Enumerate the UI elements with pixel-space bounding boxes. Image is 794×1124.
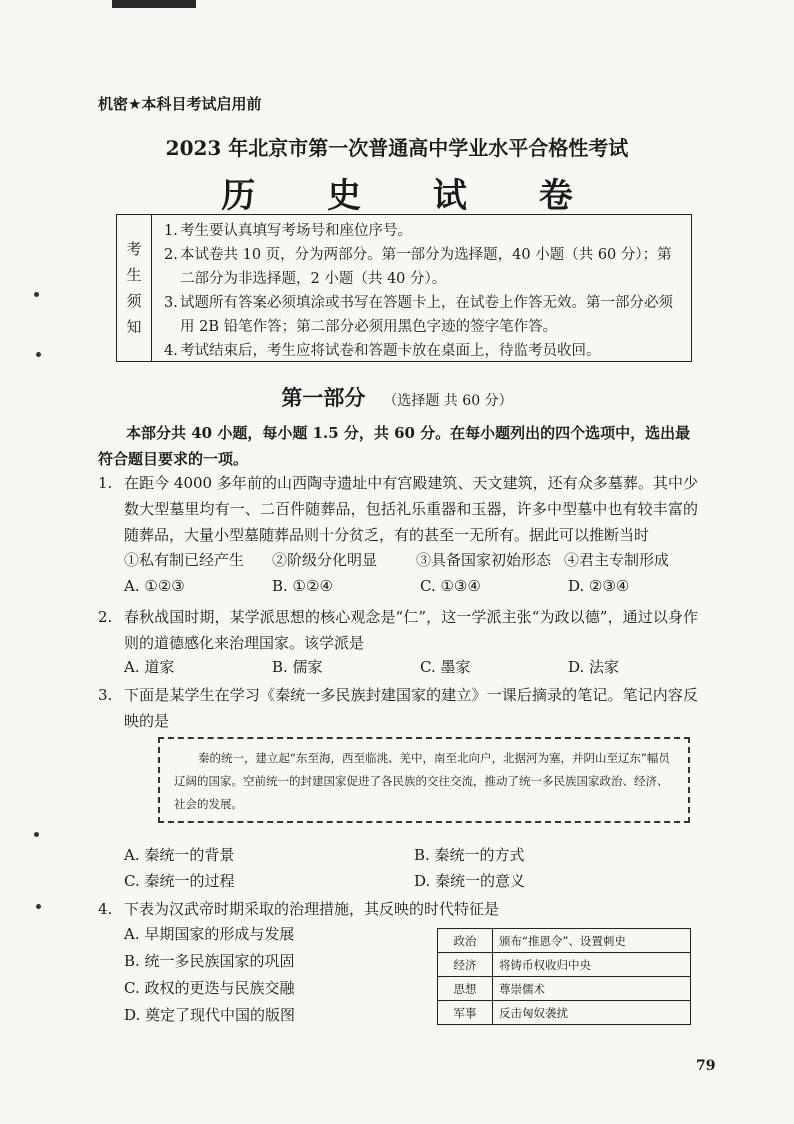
student-notes-excerpt: 秦的统一，建立起“东至海，西至临洮、羌中，南至北向户，北据河为塞，并阴山至辽东”幅员辽阔的国家。空前统一的封建国家促进了各民族的交往交流，推动了统一多民族国家政治、经济、社会的发展。 <box>158 737 690 823</box>
option: A. 秦统一的背景 <box>124 846 235 864</box>
question-text: 下面是某学生在学习《秦统一多民族封建国家的建立》一课后摘录的笔记。笔记内容反映的是 <box>124 686 698 730</box>
question-4-options <box>124 921 424 1029</box>
question-2-options <box>124 656 704 677</box>
notice-item <box>164 339 683 363</box>
notice-item-text: 本试卷共 10 页，分为两部分。第一部分为选择题，40 小题（共 60 分）；第二部分为非选择题，2 小题（共 40 分）。 <box>180 247 672 287</box>
binding-hole-mark <box>36 904 41 909</box>
binding-hole-mark <box>34 292 39 297</box>
notice-label-char: 考 <box>126 240 142 258</box>
option: B. ①②④ <box>272 577 333 595</box>
notice-item-number: 2. <box>164 247 178 263</box>
option: B. 秦统一的方式 <box>414 846 525 864</box>
notice-item <box>164 219 683 243</box>
notice-item-text: 考生要认真填写考场号和座位序号。 <box>180 223 412 239</box>
option: D. ②③④ <box>568 577 630 595</box>
option: C. 墨家 <box>420 658 471 676</box>
notice-label-char: 知 <box>126 318 142 336</box>
statement: ①私有制已经产生 <box>124 551 245 569</box>
table-cell-category: 思想 <box>438 977 493 1001</box>
statement: ④君主专制形成 <box>564 551 670 569</box>
option: D. 秦统一的意义 <box>414 872 526 890</box>
statement: ②阶级分化明显 <box>272 551 378 569</box>
table-cell-measure: 将铸币权收归中央 <box>493 953 691 977</box>
question-number: 3. <box>98 686 113 704</box>
question-text: 春秋战国时期，某学派思想的核心观念是“仁”，这一学派主张“为政以德”，通过以身作则的道德感化来治理国家。该学派是 <box>124 608 698 652</box>
table-cell-category: 军事 <box>438 1001 493 1025</box>
confidential-label: 机密★本科目考试启用前 <box>98 95 262 113</box>
notice-item-text: 考试结束后，考生应将试卷和答题卡放在桌面上，待监考员收回。 <box>180 343 601 359</box>
notice-label-char: 生 <box>126 266 142 284</box>
table-cell-measure: 颁布“推恩令”、设置刺史 <box>493 929 691 953</box>
notice-item-number: 3. <box>164 295 178 311</box>
option: C. 政权的更迭与民族交融 <box>124 979 295 997</box>
table-cell-category: 经济 <box>438 953 493 977</box>
section-title: 第一部分 <box>281 385 366 410</box>
question-3 <box>98 682 698 734</box>
table-cell-category: 政治 <box>438 929 493 953</box>
notice-item-text: 试题所有答案必须填涂或书写在答题卡上，在试卷上作答无效。第一部分必须用 2B 铅笔作答；第二部分必须用黑色字迹的签字笔作答。 <box>180 295 673 335</box>
notice-item <box>164 291 683 339</box>
subject-title: 历 史 试 卷 <box>221 176 603 216</box>
binding-hole-mark <box>34 832 39 837</box>
han-wudi-policy-table <box>437 928 691 1025</box>
question-number: 4. <box>98 900 113 918</box>
section-heading <box>0 382 794 412</box>
table-row <box>438 977 691 1001</box>
notice-item-number: 1. <box>164 223 178 239</box>
question-text: 在距今 4000 多年前的山西陶寺遗址中有宫殿建筑、天文建筑，还有众多墓葬。其中少数大型墓里均有一、二百件随葬品，包括礼乐重器和玉器，许多中型墓中也有较丰富的随葬品，大量小型墓随葬品则十分贫乏，有的甚至一无所有。据此可以推断当时 <box>124 474 698 544</box>
notice-label <box>117 215 152 361</box>
table-row <box>438 1001 691 1025</box>
option: C. 秦统一的过程 <box>124 872 235 890</box>
question-3-options <box>124 842 704 894</box>
option: B. 儒家 <box>272 658 323 676</box>
table-cell-measure: 反击匈奴袭扰 <box>493 1001 691 1025</box>
question-number: 1. <box>98 474 113 492</box>
question-2 <box>98 604 698 656</box>
scan-artifact-bar <box>112 0 196 8</box>
table-cell-measure: 尊崇儒术 <box>493 977 691 1001</box>
option: A. ①②③ <box>124 577 185 595</box>
question-4 <box>98 896 698 922</box>
section-note: （选择题 共 60 分） <box>383 393 513 409</box>
question-text: 下表为汉武帝时期采取的治理措施，其反映的时代特征是 <box>124 900 500 918</box>
question-number: 2. <box>98 608 113 626</box>
option: B. 统一多民族国家的巩固 <box>124 952 295 970</box>
page-number: 79 <box>696 1058 716 1074</box>
option: C. ①③④ <box>420 577 481 595</box>
option: A. 道家 <box>124 658 175 676</box>
candidate-notice-box <box>116 214 692 362</box>
section-instructions: 本部分共 40 小题，每小题 1.5 分，共 60 分。在每小题列出的四个选项中，选出最符合题目要求的一项。 <box>98 424 691 468</box>
table-row <box>438 929 691 953</box>
statement: ③具备国家初始形态 <box>416 551 552 569</box>
option: D. 法家 <box>568 658 620 676</box>
question-1 <box>98 470 698 548</box>
notice-item <box>164 243 683 291</box>
question-1-options <box>124 577 704 595</box>
notice-item-number: 4. <box>164 343 178 359</box>
notice-items <box>152 215 691 361</box>
option: A. 早期国家的形成与发展 <box>124 925 295 943</box>
option: D. 奠定了现代中国的版图 <box>124 1006 296 1024</box>
question-1-statements <box>124 549 704 570</box>
binding-hole-mark <box>36 352 41 357</box>
notice-label-char: 须 <box>126 292 142 310</box>
exam-title: 2023 年北京市第一次普通高中学业水平合格性考试 <box>165 136 629 160</box>
table-row <box>438 953 691 977</box>
